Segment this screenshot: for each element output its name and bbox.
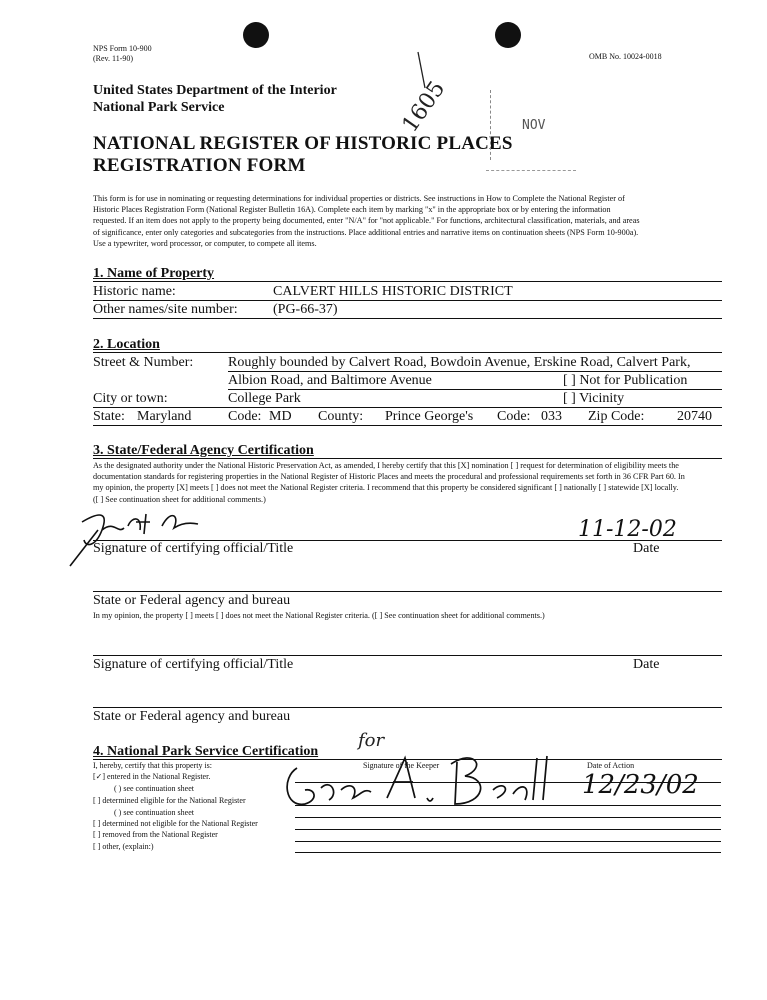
- divider: [93, 281, 722, 282]
- other-checkbox: [ ] other, (explain:): [93, 842, 154, 851]
- form-subtitle: REGISTRATION FORM: [93, 155, 306, 176]
- section-1-heading: 1. Name of Property: [93, 266, 215, 281]
- zip-value: 20740: [677, 409, 712, 424]
- keeper-signature: [275, 738, 565, 818]
- received-stamp: NOV: [486, 90, 586, 180]
- section-2-heading: 2. Location: [93, 337, 160, 352]
- date-label-2: Date: [633, 657, 660, 672]
- divider: [93, 318, 722, 319]
- eligible-checkbox: [ ] determined eligible for the National Register: [93, 796, 246, 805]
- divider: [93, 300, 722, 301]
- removed-checkbox: [ ] removed from the National Register: [93, 830, 218, 839]
- divider: [228, 389, 722, 390]
- divider: [93, 407, 722, 408]
- keeper-line: [295, 829, 721, 830]
- county-label: County:: [318, 409, 364, 424]
- date-of-action: 12/23/02: [582, 770, 699, 800]
- certification-statement: As the designated authority under the National Historic Preservation Act, as amended, I hereby certify that this [X] nomination [ ] request for determination of eligibility meets the documentation standards for registering properties in the National Register of Historic Places and meets the procedural and professional requirements set forth in 36 CFR Part 60. In my opinion, the property [X] meets [ ] does not meet the National Register criteria. I recommend that this property be considered significant [ ] nationally [ ] statewide [X] locally. ([ ] See continuation sheet for additional comments.): [93, 461, 685, 504]
- state-code-label: Code:: [228, 409, 262, 424]
- form-title: NATIONAL REGISTER OF HISTORIC PLACES: [93, 133, 513, 154]
- signature-label-2: Signature of certifying official/Title: [93, 657, 294, 672]
- form-revision: (Rev. 11-90): [93, 54, 134, 63]
- state-value: Maryland: [137, 409, 192, 424]
- zip-label: Zip Code:: [588, 409, 645, 424]
- agency-line: [93, 591, 722, 592]
- opinion-statement: In my opinion, the property [ ] meets [ ] does not meet the National Register criteria. ([ ] See continuation sheet for additional comments.): [93, 611, 545, 620]
- historic-name-value: CALVERT HILLS HISTORIC DISTRICT: [273, 284, 513, 299]
- county-code-label: Code:: [497, 409, 531, 424]
- keeper-line: [295, 852, 721, 853]
- receipt-number: 1605: [397, 76, 450, 138]
- agency-label-2: State or Federal agency and bureau: [93, 709, 291, 724]
- agency-line-2: [93, 707, 722, 708]
- state-code-value: MD: [269, 409, 292, 424]
- state-label: State:: [93, 409, 125, 424]
- divider: [93, 352, 722, 353]
- date-label: Date: [633, 541, 660, 556]
- city-label: City or town:: [93, 391, 168, 406]
- date-of-action-label: Date of Action: [587, 761, 635, 770]
- county-value: Prince George's: [385, 409, 474, 424]
- omb-number: OMB No. 10024-0018: [589, 52, 662, 61]
- divider: [93, 425, 722, 426]
- other-names-value: (PG-66-37): [273, 302, 338, 317]
- punch-hole-right: [495, 22, 521, 48]
- street-line-2: Albion Road, and Baltimore Avenue: [228, 373, 432, 388]
- certification-date: 11-12-02: [578, 517, 677, 542]
- street-label: Street & Number:: [93, 355, 194, 370]
- not-eligible-checkbox: [ ] determined not eligible for the National Register: [93, 819, 258, 828]
- divider: [228, 371, 722, 372]
- keeper-signature-label: Signature of the Keeper: [363, 761, 440, 770]
- for-annotation: for: [358, 730, 385, 751]
- street-line-1: Roughly bounded by Calvert Road, Bowdoin Avenue, Erskine Road, Calvert Park,: [228, 355, 691, 370]
- service-name: National Park Service: [93, 100, 225, 115]
- other-names-label: Other names/site number:: [93, 302, 238, 317]
- city-value: College Park: [228, 391, 301, 406]
- not-for-publication: [ ] Not for Publication: [563, 373, 688, 388]
- vicinity: [ ] Vicinity: [563, 391, 625, 406]
- signature-label: Signature of certifying official/Title: [93, 541, 294, 556]
- see-continuation-1: ( ) see continuation sheet: [114, 784, 194, 793]
- section-4-heading: 4. National Park Service Certification: [93, 744, 319, 759]
- signature-line-2: [93, 655, 722, 656]
- receipt-number-mark: [380, 48, 450, 148]
- historic-name-label: Historic name:: [93, 284, 176, 299]
- certifying-official-signature: [62, 500, 222, 570]
- divider: [93, 458, 722, 459]
- form-number: NPS Form 10-900: [93, 44, 152, 53]
- county-code-value: 033: [541, 409, 562, 424]
- agency-label: State or Federal agency and bureau: [93, 593, 291, 608]
- intro-instructions: This form is for use in nominating or requesting determinations for individual properties or districts. See instructions in How to Complete the National Register of Historic Places Registration Form (National Register Bulletin 16A). Complete each item by marking "x" in the appropriate box or by entering the information requested. If an item does not apply to the property being documented, enter "N/A" for "not applicable." For functions, architectural classification, materials, and areas of significance, enter only categories and subcategories from the instructions. Place additional entries and narrative items on continuation sheets (NPS Form 10-900a). Use a typewriter, word processor, or computer, to compete all items.: [93, 194, 640, 248]
- entered-checkbox: [✓] entered in the National Register.: [93, 772, 211, 781]
- nps-certify-statement: I, hereby, certify that this property is:: [93, 761, 212, 770]
- department-name: United States Department of the Interior: [93, 83, 337, 98]
- see-continuation-2: ( ) see continuation sheet: [114, 808, 194, 817]
- punch-hole-left: [243, 22, 269, 48]
- keeper-line: [295, 841, 721, 842]
- section-3-heading: 3. State/Federal Agency Certification: [93, 443, 314, 458]
